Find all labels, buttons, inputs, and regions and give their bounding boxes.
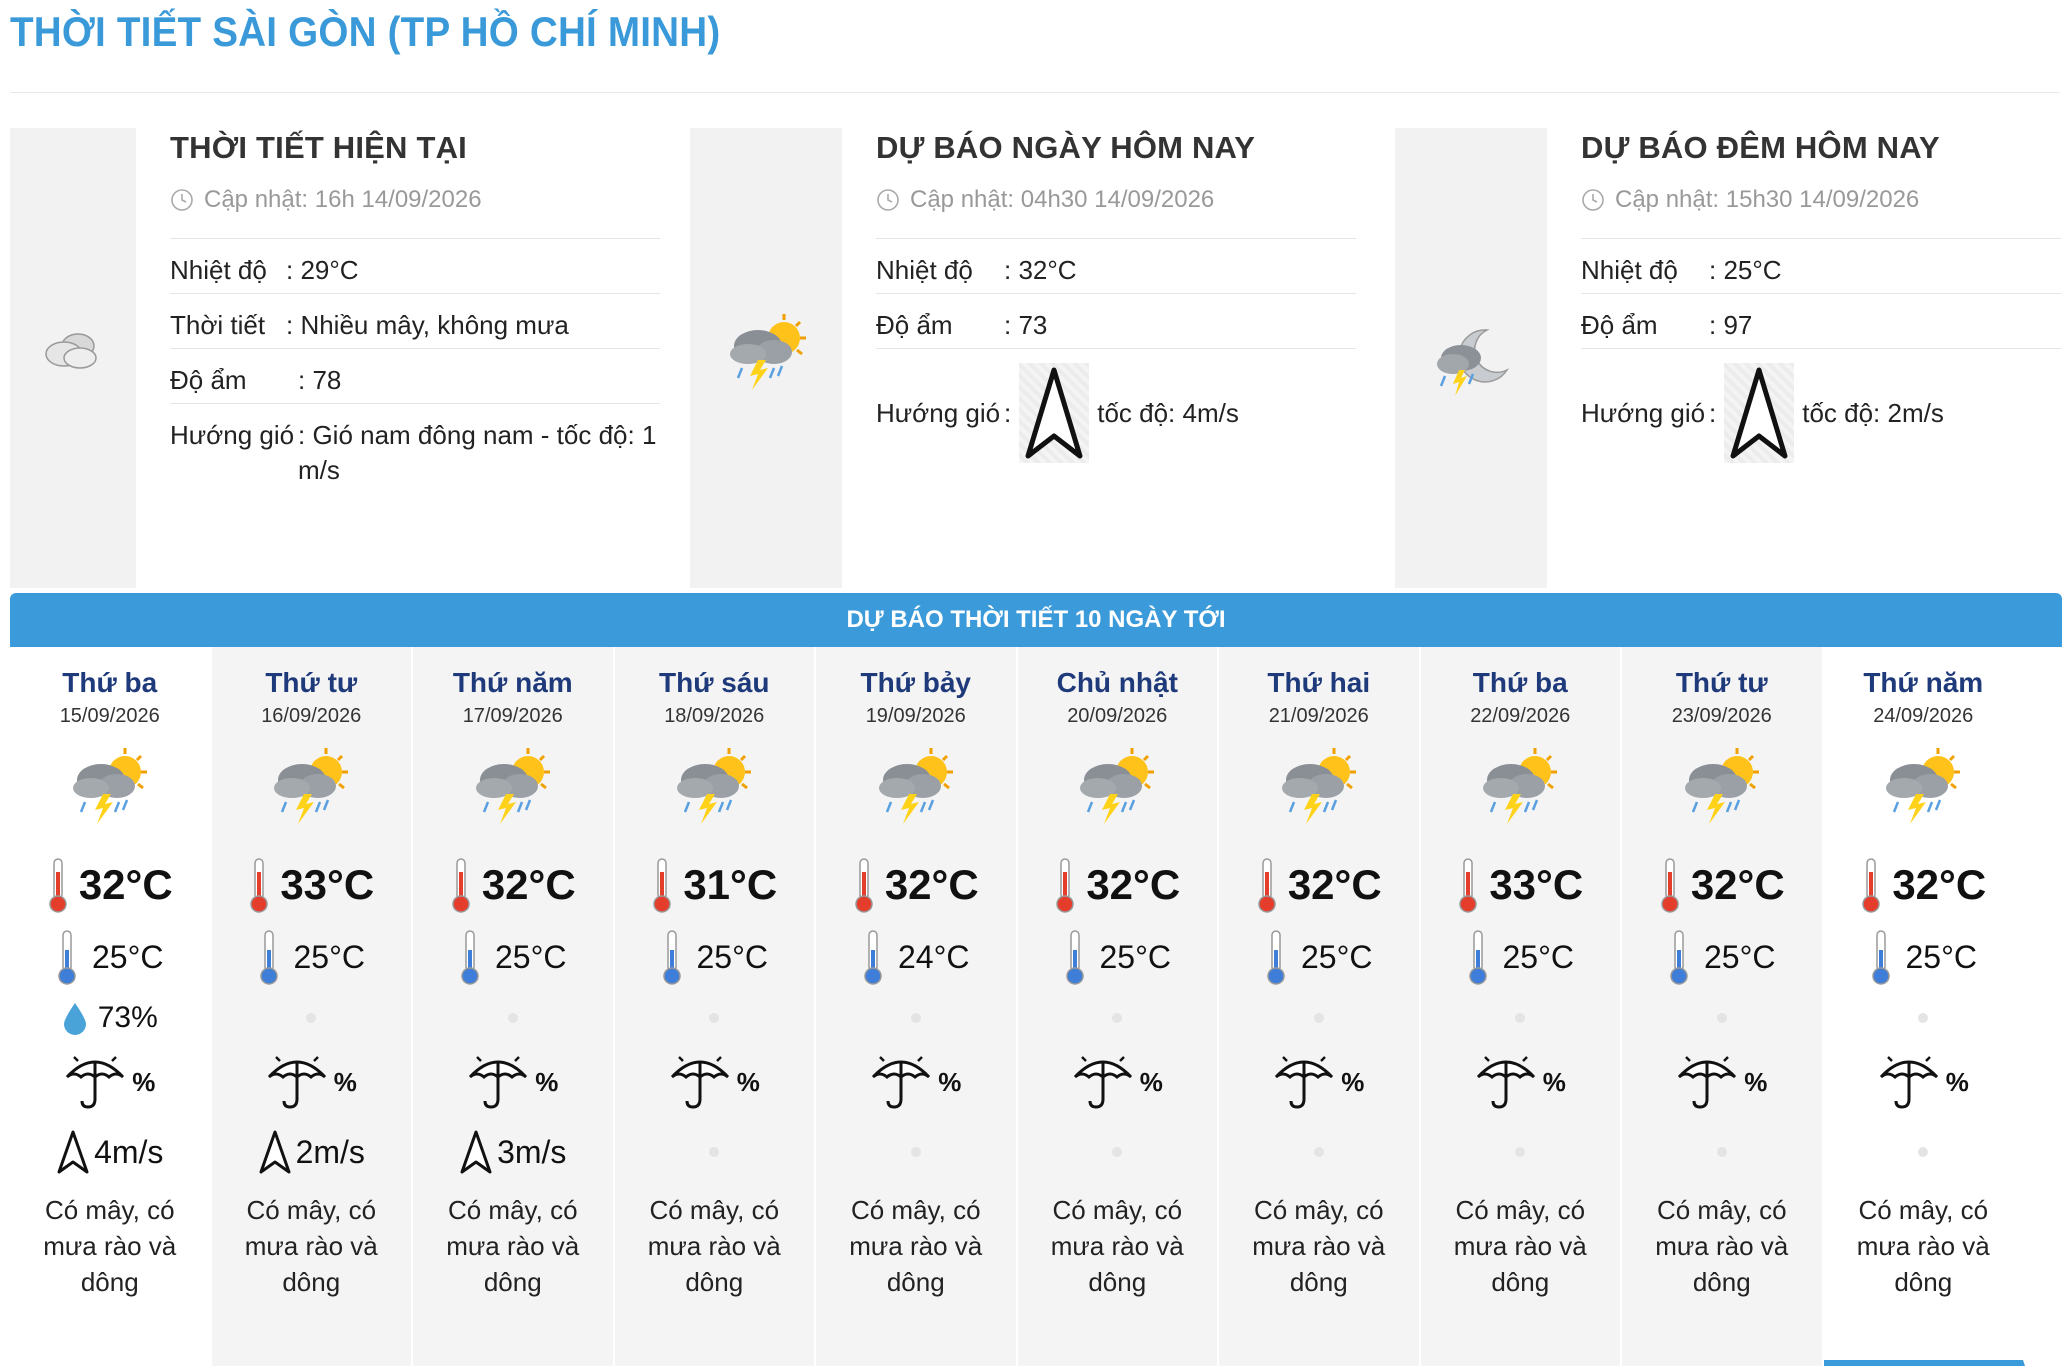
rain-line [1018, 1050, 1218, 1114]
min-temp-line [1824, 928, 2024, 986]
thermometer-cold-icon [1467, 928, 1489, 986]
current-row-temperature [170, 239, 660, 294]
forecast-day[interactable] [10, 647, 212, 1366]
tonight-forecast-panel [1395, 128, 2070, 588]
row-value: : 73 [1004, 310, 1048, 340]
max-temp: 32°C [1086, 861, 1181, 908]
forecast-day[interactable] [816, 647, 1018, 1366]
day-icon-wrap [1421, 740, 1621, 836]
humidity-line [1622, 998, 1822, 1038]
empty-placeholder-dot [1314, 1013, 1324, 1023]
current-icon-column [10, 128, 136, 588]
forecast-day[interactable] [1622, 647, 1824, 1366]
current-row-humidity [170, 349, 660, 404]
day-date: 15/09/2026 [59, 705, 160, 727]
day-icon-wrap [1219, 740, 1419, 836]
wind-line [413, 1126, 613, 1178]
current-title: THỜI TIẾT HIỆN TẠI [170, 130, 467, 165]
day-date: 18/09/2026 [664, 705, 765, 727]
clock-icon [1581, 188, 1605, 212]
min-temp: 25°C [1099, 938, 1171, 975]
day-icon-wrap [1018, 740, 1218, 836]
thunderstorm-sun-icon [722, 308, 812, 398]
empty-placeholder-dot [911, 1013, 921, 1023]
rain-chance: % [1744, 1066, 1768, 1097]
thunderstorm-sun-icon [669, 740, 759, 830]
day-name: Chủ nhật [1056, 667, 1178, 698]
max-temp-line [1421, 856, 1621, 914]
thunderstorm-moon-icon [1431, 318, 1511, 398]
day-date: 17/09/2026 [462, 705, 563, 727]
thermometer-hot-icon [450, 856, 472, 914]
current-row-wind [170, 404, 660, 493]
rain-line [1421, 1050, 1621, 1114]
thermometer-hot-icon [1860, 856, 1882, 914]
wind-speed: tốc độ: 4m/s [1097, 397, 1239, 428]
day-description: Có mây, có mưa rào và dông [1655, 1195, 1789, 1297]
rain-line [10, 1050, 210, 1114]
day-description: Có mây, có mưa rào và dông [446, 1195, 580, 1297]
thunderstorm-sun-icon [1677, 740, 1767, 830]
min-temp: 25°C [1502, 938, 1574, 975]
day-date: 22/09/2026 [1470, 705, 1571, 727]
wind-speed: 3m/s [497, 1133, 567, 1170]
wind-line [816, 1126, 1016, 1178]
rain-line [413, 1050, 613, 1114]
rain-chance: % [132, 1066, 156, 1097]
page-title: THỜI TIẾT SÀI GÒN (TP HỒ CHÍ MINH) [10, 8, 721, 55]
title-divider [10, 92, 2060, 93]
rain-line [615, 1050, 815, 1114]
current-weather-panel [10, 128, 690, 588]
umbrella-icon [669, 1053, 731, 1111]
today-title: DỰ BÁO NGÀY HÔM NAY [876, 130, 1256, 165]
umbrella-icon [64, 1053, 126, 1111]
umbrella-icon [1475, 1053, 1537, 1111]
min-temp-line [10, 928, 210, 986]
rain-chance: % [938, 1066, 962, 1097]
thermometer-cold-icon [1064, 928, 1086, 986]
max-temp-line [413, 856, 613, 914]
day-date: 23/09/2026 [1671, 705, 1772, 727]
wind-line [1421, 1126, 1621, 1178]
thermometer-cold-icon [1265, 928, 1287, 986]
max-temp-line [1018, 856, 1218, 914]
tonight-row-humidity [1581, 294, 2061, 349]
min-temp-line [1622, 928, 1822, 986]
row-label: Độ ẩm [170, 365, 247, 395]
max-temp-line [816, 856, 1016, 914]
max-temp: 32°C [884, 861, 979, 908]
today-row-wind [876, 349, 1356, 468]
row-value [1709, 363, 2061, 463]
empty-placeholder-dot [709, 1147, 719, 1157]
empty-placeholder-dot [1717, 1147, 1727, 1157]
wind-speed: 2m/s [295, 1133, 365, 1170]
humidity-line [615, 998, 815, 1038]
empty-placeholder-dot [1515, 1147, 1525, 1157]
forecast-day[interactable] [413, 647, 615, 1366]
rain-chance: % [1542, 1066, 1566, 1097]
row-value: : Gió nam đông nam - tốc độ: 1 m/s [298, 420, 657, 485]
day-icon-wrap [212, 740, 412, 836]
umbrella-icon [1072, 1053, 1134, 1111]
forecast-days [10, 647, 2025, 1366]
thermometer-hot-icon [1457, 856, 1479, 914]
row-value [1004, 363, 1356, 463]
humidity-line [10, 998, 210, 1038]
min-temp: 25°C [696, 938, 768, 975]
rain-chance: % [535, 1066, 559, 1097]
thunderstorm-sun-icon [468, 740, 558, 830]
row-label: Thời tiết [170, 310, 266, 340]
wind-arrow-icon [56, 1129, 90, 1175]
row-value: : Nhiều mây, không mưa [286, 310, 569, 340]
max-temp: 32°C [1287, 861, 1382, 908]
day-name: Thứ sáu [658, 667, 770, 698]
day-description: Có mây, có mưa rào và dông [647, 1195, 781, 1297]
tonight-updated-text: Cập nhật: 15h30 14/09/2026 [1615, 186, 1920, 213]
min-temp: 25°C [293, 938, 365, 975]
max-temp-line [10, 856, 210, 914]
empty-placeholder-dot [1112, 1147, 1122, 1157]
wind-arrow-icon [459, 1129, 493, 1175]
day-name: Thứ hai [1267, 667, 1371, 698]
thermometer-hot-icon [1054, 856, 1076, 914]
umbrella-icon [1273, 1053, 1335, 1111]
wind-arrow-icon [258, 1129, 292, 1175]
max-temp-line [212, 856, 412, 914]
max-temp: 33°C [1489, 861, 1584, 908]
min-temp-line [413, 928, 613, 986]
tonight-rows [1581, 238, 2061, 468]
wind-direction-box [1019, 363, 1089, 463]
day-name: Thứ năm [452, 667, 573, 698]
thermometer-cold-icon [1668, 928, 1690, 986]
rain-line [212, 1050, 412, 1114]
thermometer-cold-icon [459, 928, 481, 986]
thunderstorm-sun-icon [1878, 740, 1968, 830]
wind-line [10, 1126, 210, 1178]
thermometer-hot-icon [1659, 856, 1681, 914]
water-drop-icon [62, 1001, 88, 1035]
min-temp-line [1421, 928, 1621, 986]
wind-colon: : [1004, 397, 1012, 428]
thunderstorm-sun-icon [266, 740, 356, 830]
thermometer-cold-icon [862, 928, 884, 986]
row-value: : 29°C [286, 255, 359, 285]
wind-line [1622, 1126, 1822, 1178]
row-label: Nhiệt độ [1581, 255, 1678, 285]
min-temp: 25°C [495, 938, 567, 975]
thermometer-hot-icon [853, 856, 875, 914]
max-temp: 32°C [481, 861, 576, 908]
day-icon-wrap [413, 740, 613, 836]
day-description: Có mây, có mưa rào và dông [1252, 1195, 1386, 1297]
rain-chance: % [1139, 1066, 1163, 1097]
current-updated [170, 186, 660, 214]
humidity-line [1824, 998, 2024, 1038]
min-temp-line [1219, 928, 1419, 986]
current-updated-text: Cập nhật: 16h 14/09/2026 [204, 186, 482, 213]
day-name: Thứ tư [265, 667, 358, 698]
cloudy-icon [40, 318, 104, 382]
day-name: Thứ ba [1472, 667, 1568, 698]
empty-placeholder-dot [911, 1147, 921, 1157]
min-temp-line [615, 928, 815, 986]
tonight-icon-column [1395, 128, 1547, 588]
empty-placeholder-dot [1112, 1013, 1122, 1023]
clock-icon [170, 188, 194, 212]
wind-arrow-icon [1024, 366, 1084, 460]
tonight-updated [1581, 186, 2070, 214]
day-icon-wrap [1824, 740, 2024, 836]
wind-line [1018, 1126, 1218, 1178]
tonight-row-wind [1581, 349, 2061, 468]
max-temp: 32°C [78, 861, 173, 908]
day-description: Có mây, có mưa rào và dông [849, 1195, 983, 1297]
forecast-day[interactable] [1824, 647, 2026, 1366]
thunderstorm-sun-icon [871, 740, 961, 830]
empty-placeholder-dot [1515, 1013, 1525, 1023]
day-date: 20/09/2026 [1067, 705, 1168, 727]
humidity-line [1421, 998, 1621, 1038]
day-description: Có mây, có mưa rào và dông [1856, 1195, 1990, 1297]
humidity-line [816, 998, 1016, 1038]
current-rows [170, 238, 660, 493]
forecast-band-title: DỰ BÁO THỜI TIẾT 10 NGÀY TỚI [10, 593, 2062, 647]
current-row-condition [170, 294, 660, 349]
empty-placeholder-dot [508, 1013, 518, 1023]
umbrella-icon [266, 1053, 328, 1111]
min-temp-line [816, 928, 1016, 986]
day-icon-wrap [816, 740, 1016, 836]
day-description: Có mây, có mưa rào và dông [1453, 1195, 1587, 1297]
max-temp-line [1622, 856, 1822, 914]
day-date: 19/09/2026 [865, 705, 966, 727]
rain-chance: % [1945, 1066, 1969, 1097]
min-temp: 25°C [1704, 938, 1776, 975]
row-label: Hướng gió [170, 420, 295, 450]
max-temp: 33°C [280, 861, 375, 908]
humidity-line [212, 998, 412, 1038]
thermometer-hot-icon [1256, 856, 1278, 914]
rain-chance: % [736, 1066, 760, 1097]
thermometer-cold-icon [56, 928, 78, 986]
day-name: Thứ bảy [860, 667, 971, 698]
humidity: 73% [97, 1001, 158, 1034]
row-label: Hướng gió [876, 397, 1001, 428]
umbrella-icon [467, 1053, 529, 1111]
umbrella-icon [1878, 1053, 1940, 1111]
day-description: Có mây, có mưa rào và dông [1050, 1195, 1184, 1297]
row-label: Hướng gió [1581, 397, 1706, 428]
clock-icon [876, 188, 900, 212]
day-date: 21/09/2026 [1268, 705, 1369, 727]
max-temp: 32°C [1892, 861, 1987, 908]
day-name: Thứ ba [62, 667, 158, 698]
forecast-day[interactable] [615, 647, 817, 1366]
min-temp: 24°C [898, 938, 970, 975]
min-temp-line [1018, 928, 1218, 986]
rain-line [1824, 1050, 2024, 1114]
thunderstorm-sun-icon [65, 740, 155, 830]
today-forecast-panel [690, 128, 1370, 588]
tonight-title: DỰ BÁO ĐÊM HÔM NAY [1581, 130, 1940, 165]
umbrella-icon [870, 1053, 932, 1111]
row-value: : 78 [298, 365, 342, 395]
humidity-line [413, 998, 613, 1038]
thermometer-cold-icon [258, 928, 280, 986]
row-label: Nhiệt độ [876, 255, 973, 285]
wind-arrow-icon [1729, 366, 1789, 460]
max-temp-line [1824, 856, 2024, 914]
wind-speed: 4m/s [94, 1133, 164, 1170]
min-temp: 25°C [92, 938, 164, 975]
thermometer-hot-icon [47, 856, 69, 914]
today-row-humidity [876, 294, 1356, 349]
day-date: 16/09/2026 [261, 705, 362, 727]
empty-placeholder-dot [1717, 1013, 1727, 1023]
wind-line [1824, 1126, 2024, 1178]
row-label: Độ ẩm [1581, 310, 1658, 340]
empty-placeholder-dot [1918, 1013, 1928, 1023]
today-icon-column [690, 128, 842, 588]
humidity-line [1018, 998, 1218, 1038]
day-date: 24/09/2026 [1873, 705, 1974, 727]
tonight-row-temperature [1581, 239, 2061, 294]
row-value: : 25°C [1709, 255, 1782, 285]
day-description: Có mây, có mưa rào và dông [43, 1195, 177, 1297]
row-value: : 32°C [1004, 255, 1077, 285]
thermometer-hot-icon [651, 856, 673, 914]
thermometer-cold-icon [661, 928, 683, 986]
thunderstorm-sun-icon [1274, 740, 1364, 830]
day-name: Thứ năm [1863, 667, 1984, 698]
thunderstorm-sun-icon [1072, 740, 1162, 830]
min-temp: 25°C [1905, 938, 1977, 975]
empty-placeholder-dot [709, 1013, 719, 1023]
today-row-temperature [876, 239, 1356, 294]
thunderstorm-sun-icon [1475, 740, 1565, 830]
day-icon-wrap [615, 740, 815, 836]
thermometer-hot-icon [248, 856, 270, 914]
umbrella-icon [1676, 1053, 1738, 1111]
humidity-line [1219, 998, 1419, 1038]
max-temp-line [615, 856, 815, 914]
min-temp: 25°C [1301, 938, 1373, 975]
max-temp: 32°C [1690, 861, 1785, 908]
day-icon-wrap [10, 740, 210, 836]
empty-placeholder-dot [1314, 1147, 1324, 1157]
row-label: Nhiệt độ [170, 255, 267, 285]
day-icon-wrap [1622, 740, 1822, 836]
rain-line [1622, 1050, 1822, 1114]
empty-placeholder-dot [306, 1013, 316, 1023]
rain-line [816, 1050, 1016, 1114]
min-temp-line [212, 928, 412, 986]
forecast-day[interactable] [212, 647, 414, 1366]
today-rows [876, 238, 1356, 468]
day-description: Có mây, có mưa rào và dông [244, 1195, 378, 1297]
max-temp: 31°C [683, 861, 778, 908]
thermometer-cold-icon [1870, 928, 1892, 986]
forecast-day[interactable] [1018, 647, 1220, 1366]
max-temp-line [1219, 856, 1419, 914]
forecast-day[interactable] [1421, 647, 1623, 1366]
row-value: : 97 [1709, 310, 1753, 340]
forecast-day[interactable] [1219, 647, 1421, 1366]
today-updated [876, 186, 1366, 214]
row-label: Độ ẩm [876, 310, 953, 340]
wind-direction-box [1724, 363, 1794, 463]
wind-speed: tốc độ: 2m/s [1802, 397, 1944, 428]
today-updated-text: Cập nhật: 04h30 14/09/2026 [910, 186, 1215, 213]
rain-chance: % [1341, 1066, 1365, 1097]
rain-chance: % [333, 1066, 357, 1097]
wind-line [615, 1126, 815, 1178]
rain-line [1219, 1050, 1419, 1114]
empty-placeholder-dot [1918, 1147, 1928, 1157]
wind-line [1219, 1126, 1419, 1178]
wind-line [212, 1126, 412, 1178]
wind-colon: : [1709, 397, 1717, 428]
day-name: Thứ tư [1675, 667, 1768, 698]
